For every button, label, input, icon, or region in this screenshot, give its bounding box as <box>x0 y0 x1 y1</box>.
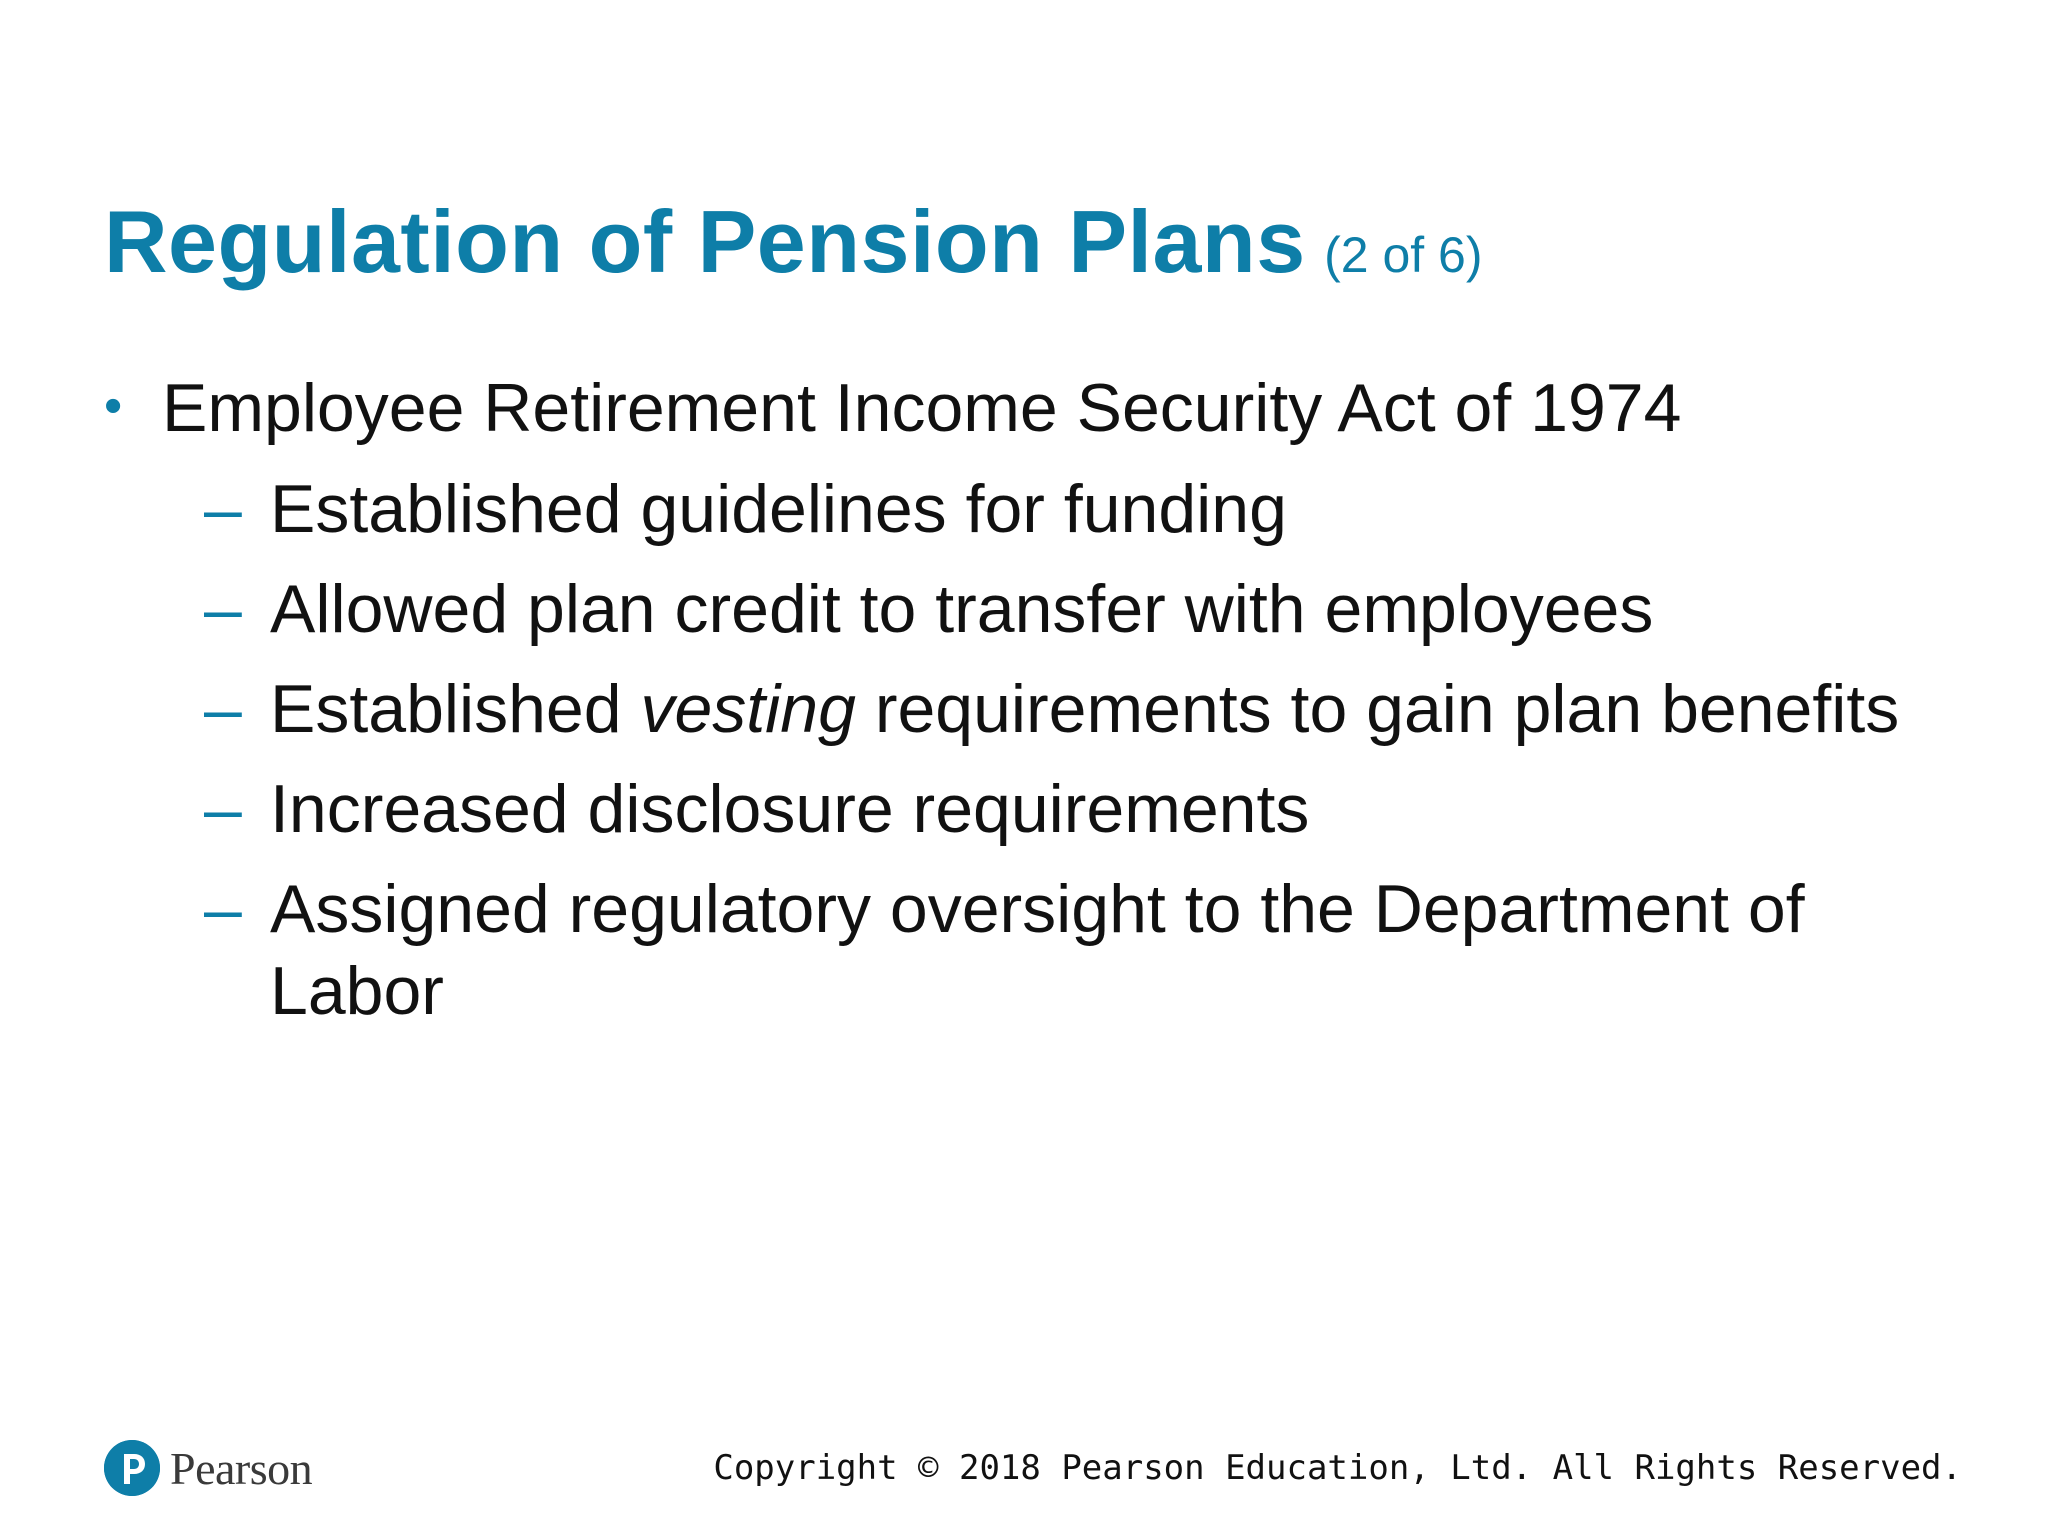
dash-marker: – <box>204 571 242 647</box>
dash-marker: – <box>204 671 242 747</box>
slide-title-text: Regulation of Pension Plans <box>104 192 1306 291</box>
slide-page-counter: (2 of 6) <box>1324 227 1483 283</box>
bullet-text: Employee Retirement Income Security Act of 1974 <box>162 370 1682 446</box>
copyright-notice: Copyright © 2018 Pearson Education, Ltd. All Rights Reserved. <box>713 1448 1962 1488</box>
pearson-logo-text: Pearson <box>170 1442 313 1494</box>
sub-bullet-text: Assigned regulatory oversight to the Department of Labor <box>270 871 1805 1029</box>
sub-bullet-list <box>204 468 1964 1050</box>
pearson-p-logo-icon <box>104 1440 160 1496</box>
pearson-logo <box>104 1436 312 1500</box>
dash-marker: – <box>204 871 242 947</box>
sub-bullet-item <box>204 668 1964 750</box>
sub-bullet-item <box>204 568 1964 650</box>
sub-bullet-text: Allowed plan credit to transfer with employees <box>270 571 1654 647</box>
sub-bullet-item <box>204 468 1964 550</box>
sub-bullet-text: Increased disclosure requirements <box>270 771 1310 847</box>
dash-marker: – <box>204 471 242 547</box>
sub-bullet-text-before: Established <box>270 671 641 747</box>
sub-bullet-text-after: requirements to gain plan benefits <box>855 671 1900 747</box>
sub-bullet-item <box>204 868 1964 1032</box>
bullet-marker: • <box>104 377 123 435</box>
sub-bullet-item <box>204 768 1964 850</box>
dash-marker: – <box>204 771 242 847</box>
sub-bullet-text <box>270 668 1930 750</box>
bullet-item <box>104 368 1681 450</box>
emphasized-term: vesting <box>640 671 856 747</box>
sub-bullet-text: Established guidelines for funding <box>270 471 1287 547</box>
slide-title <box>104 192 1483 291</box>
